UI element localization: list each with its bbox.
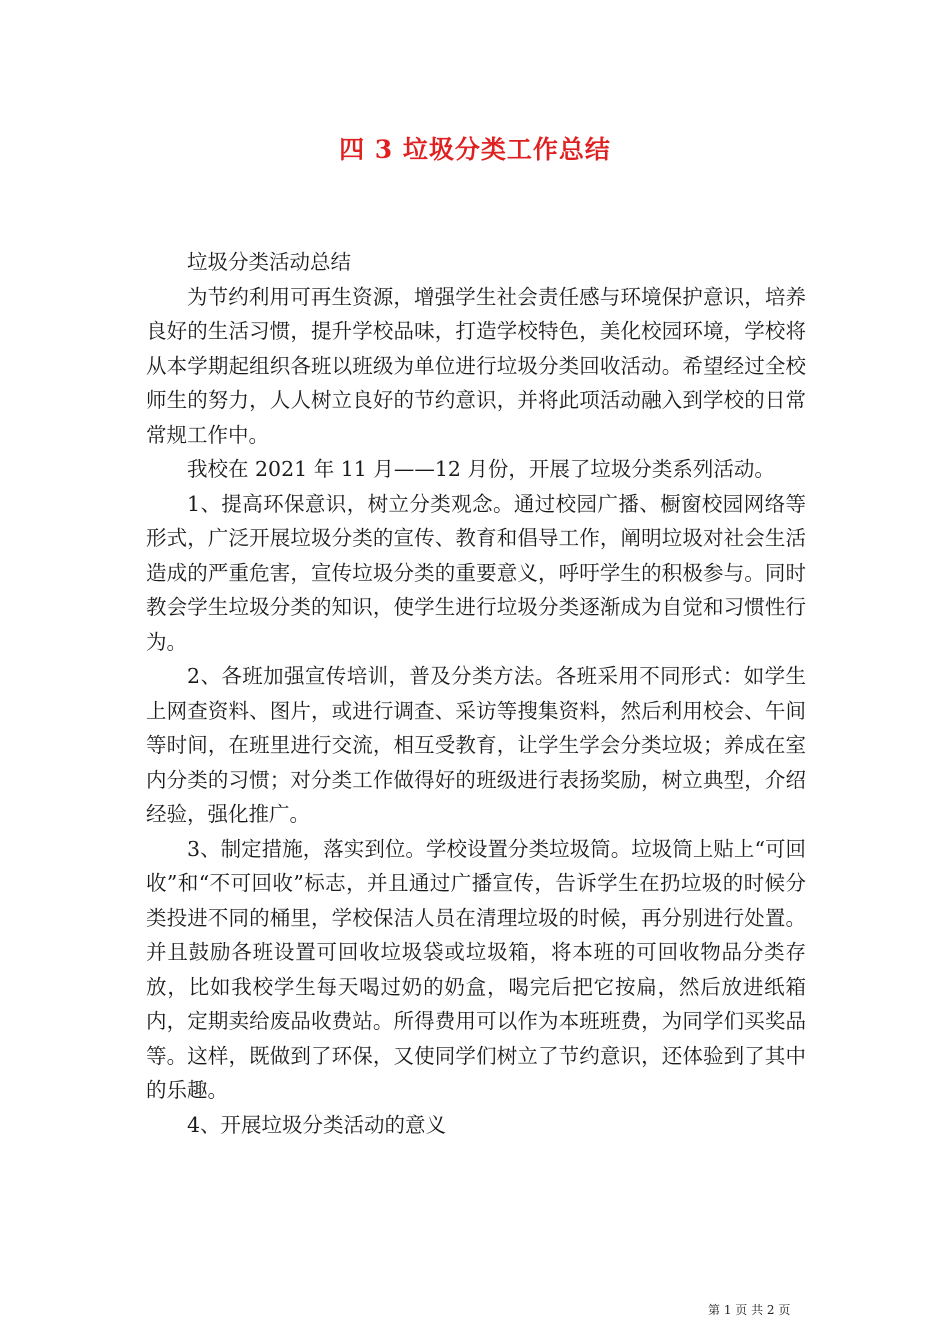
page-number: 第 1 页 共 2 页 — [708, 1303, 791, 1317]
document-body — [146, 245, 806, 1142]
paragraph-item-4: 4、开展垃圾分类活动的意义 — [187, 1112, 447, 1137]
paragraph-item-3: 3、制定措施，落实到位。学校设置分类垃圾筒。垃圾筒上贴上“可回收”和“不可回收”标志，并且通过广播宣传，告诉学生在扔垃圾的时候分类投进不同的桶里，学校保洁人员在清理垃圾的时候，再分别进行处置。并且鼓励各班设置可回收垃圾袋或垃圾箱，将本班的可回收物品分类存放，比如我校学生每天喝过奶的奶盒，喝完后把它按扁，然后放进纸箱内，定期卖给废品收费站。所得费用可以作为本班班费，为同学们买奖品等。这样，既做到了环保，又使同学们树立了节约意识，还体验到了其中的乐趣。 — [146, 836, 806, 1102]
paragraph-subtitle: 垃圾分类活动总结 — [187, 250, 351, 274]
paragraph-item-1: 1、提高环保意识，树立分类观念。通过校园广播、橱窗校园网络等形式，广泛开展垃圾分类的宣传、教育和倡导工作，阐明垃圾对社会生活造成的严重危害，宣传垃圾分类的重要意义，呼吁学生的积极参与。同时教会学生垃圾分类的知识，使学生进行垃圾分类逐渐成为自觉和习惯性行为。 — [146, 491, 806, 654]
document-title: 四 3 垃圾分类工作总结 — [339, 135, 611, 164]
paragraph-intro: 为节约利用可再生资源，增强学生社会责任感与环境保护意识，培养良好的生活习惯，提升学校品味，打造学校特色，美化校园环境，学校将从本学期起组织各班以班级为单位进行垃圾分类回收活动。希望经过全校师生的努力，人人树立良好的节约意识，并将此项活动融入到学校的日常常规工作中。 — [146, 284, 806, 447]
paragraph-item-2: 2、各班加强宣传培训，普及分类方法。各班采用不同形式：如学生上网查资料、图片，或进行调查、采访等搜集资料，然后利用校会、午间等时间，在班里进行交流，相互受教育，让学生学会分类垃圾；养成在室内分类的习惯；对分类工作做得好的班级进行表扬奖励，树立典型，介绍经验，强化推广。 — [146, 664, 806, 826]
paragraph-period: 我校在 2021 年 11 月——12 月份，开展了垃圾分类系列活动。 — [187, 457, 775, 481]
